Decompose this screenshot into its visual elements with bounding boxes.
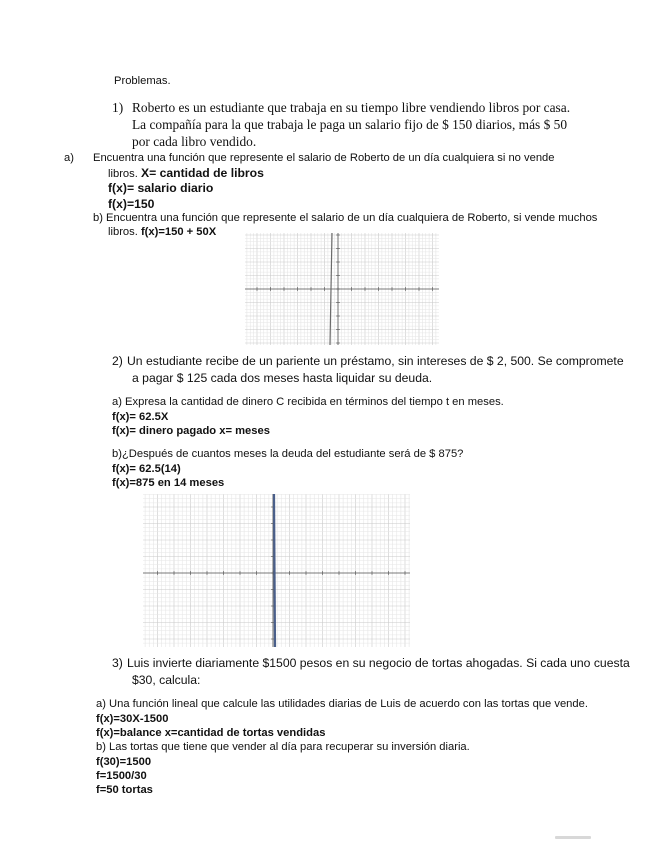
problem-1a-question: Encuentra una función que represente el salario de Roberto de un día cualquiera si no vende: [93, 152, 555, 164]
problem-3a-question: a) Una función lineal que calcule las utilidades diarias de Luis de acuerdo con las tortas que vende.: [96, 698, 588, 710]
problem-1b-question-line-2: [108, 226, 216, 238]
problem-1a-question-line-2: [108, 166, 264, 180]
problem-2a-answer-1: f(x)= 62.5X: [112, 411, 169, 423]
problem-1-line-2: La compañía para la que trabaja le paga un salario fijo de $ 150 diarios, más $ 50: [132, 117, 568, 132]
page-heading: Problemas.: [114, 75, 171, 87]
problem-1-line-1: Roberto es un estudiante que trabaja en su tiempo libre vendiendo libros por casa.: [132, 100, 571, 115]
problem-3b-answer-1: f(30)=1500: [96, 756, 152, 768]
problem-3-line-1: Luis invierte diariamente $1500 pesos en su negocio de tortas ahogadas. Si cada uno cuesta: [127, 656, 630, 670]
problem-1a-marker: a): [64, 152, 74, 164]
problem-2b-question: b)¿Después de cuantos meses la deuda del estudiante será de $ 875?: [112, 448, 464, 460]
problem-3a-answer-2: f(x)=balance x=cantidad de tortas vendidas: [96, 727, 326, 739]
problem-3b-answer-3: f=50 tortas: [96, 784, 153, 796]
problem-2-line-1: Un estudiante recibe de un pariente un préstamo, sin intereses de $ 2, 500. Se compromete: [127, 354, 624, 368]
problem-1a-answer-1: f(x)= salario diario: [108, 181, 214, 195]
page-footer-mark: [555, 836, 591, 839]
problem-3a-answer-1: f(x)=30X-1500: [96, 713, 169, 725]
problem-1b-prefix: libros.: [108, 226, 138, 238]
problem-1a-prefix: libros.: [108, 168, 138, 180]
problem-3b-answer-2: f=1500/30: [96, 770, 147, 782]
graph-2: [143, 494, 410, 647]
problem-2b-answer-2: f(x)=875 en 14 meses: [112, 477, 225, 489]
problem-1-line-3: por cada libro vendido.: [132, 134, 257, 149]
function-line: [274, 494, 275, 647]
problem-1b-answer: f(x)=150 + 50X: [140, 226, 217, 238]
problem-3-number: 3): [112, 656, 123, 670]
graph-1: [245, 233, 439, 345]
problem-2b-answer-1: f(x)= 62.5(14): [112, 463, 181, 475]
problem-1a-variable: X= cantidad de libros: [140, 166, 264, 180]
problem-2a-answer-2: f(x)= dinero pagado x= meses: [112, 425, 270, 437]
problem-1a-answer-2: f(x)=150: [108, 197, 155, 211]
problem-1-number: 1): [112, 100, 124, 115]
problem-2-number: 2): [112, 354, 123, 368]
problem-3-line-2: $30, calcula:: [132, 673, 201, 687]
problem-3b-question: b) Las tortas que tiene que vender al día para recuperar su inversión diaria.: [96, 741, 470, 753]
problem-2-line-2: a pagar $ 125 cada dos meses hasta liquidar su deuda.: [132, 371, 433, 385]
problem-1b-question: b) Encuentra una función que represente el salario de un día cualquiera de Roberto, si vende muchos: [93, 212, 598, 224]
problem-2a-question: a) Expresa la cantidad de dinero C recibida en términos del tiempo t en meses.: [112, 396, 504, 408]
